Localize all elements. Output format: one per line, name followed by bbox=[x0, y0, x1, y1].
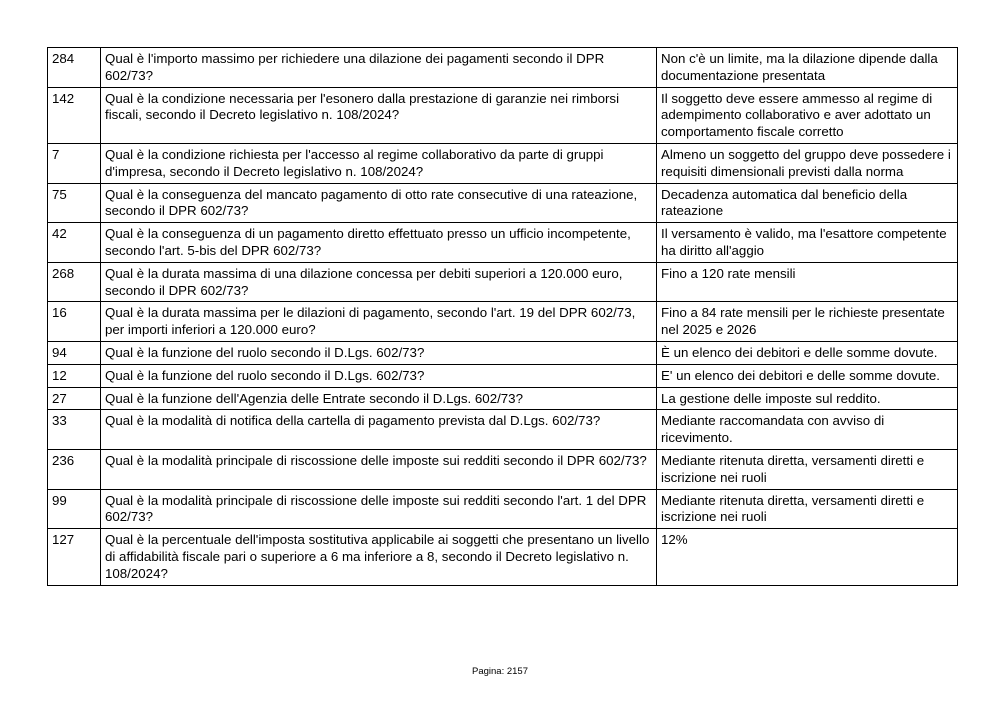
row-id: 42 bbox=[48, 223, 101, 263]
row-question: Qual è la modalità principale di riscossione delle imposte sui redditi secondo il DPR 602/73? bbox=[101, 449, 657, 489]
row-answer: Il versamento è valido, ma l'esattore competente ha diritto all'aggio bbox=[657, 223, 958, 263]
row-id: 94 bbox=[48, 341, 101, 364]
row-answer: E' un elenco dei debitori e delle somme dovute. bbox=[657, 364, 958, 387]
row-question: Qual è la condizione necessaria per l'esonero dalla prestazione di garanzie nei rimborsi fiscali, secondo il Decreto legislativo n. 108/2024? bbox=[101, 87, 657, 143]
row-id: 284 bbox=[48, 48, 101, 88]
row-question: Qual è la conseguenza di un pagamento diretto effettuato presso un ufficio incompetente, secondo l'art. 5-bis del DPR 602/73? bbox=[101, 223, 657, 263]
row-question: Qual è la conseguenza del mancato pagamento di otto rate consecutive di una rateazione, secondo il DPR 602/73? bbox=[101, 183, 657, 223]
row-id: 16 bbox=[48, 302, 101, 342]
table-row bbox=[48, 302, 958, 342]
row-question: Qual è l'importo massimo per richiedere una dilazione dei pagamenti secondo il DPR 602/73? bbox=[101, 48, 657, 88]
table-row bbox=[48, 387, 958, 410]
table-row bbox=[48, 364, 958, 387]
row-id: 127 bbox=[48, 529, 101, 585]
row-answer: Fino a 120 rate mensili bbox=[657, 262, 958, 302]
row-question: Qual è la funzione dell'Agenzia delle Entrate secondo il D.Lgs. 602/73? bbox=[101, 387, 657, 410]
row-answer: Il soggetto deve essere ammesso al regime di adempimento collaborativo e aver adottato un comportamento fiscale corretto bbox=[657, 87, 958, 143]
table-row bbox=[48, 143, 958, 183]
table-row bbox=[48, 410, 958, 450]
row-answer: La gestione delle imposte sul reddito. bbox=[657, 387, 958, 410]
row-id: 75 bbox=[48, 183, 101, 223]
row-answer: 12% bbox=[657, 529, 958, 585]
row-id: 142 bbox=[48, 87, 101, 143]
row-answer: Almeno un soggetto del gruppo deve possedere i requisiti dimensionali previsti dalla norma bbox=[657, 143, 958, 183]
row-id: 12 bbox=[48, 364, 101, 387]
row-answer: Non c'è un limite, ma la dilazione dipende dalla documentazione presentata bbox=[657, 48, 958, 88]
row-answer: È un elenco dei debitori e delle somme dovute. bbox=[657, 341, 958, 364]
row-answer: Mediante raccomandata con avviso di ricevimento. bbox=[657, 410, 958, 450]
row-question: Qual è la durata massima per le dilazioni di pagamento, secondo l'art. 19 del DPR 602/73, per importi inferiori a 120.000 euro? bbox=[101, 302, 657, 342]
table-row bbox=[48, 183, 958, 223]
row-question: Qual è la percentuale dell'imposta sostitutiva applicabile ai soggetti che presentano un livello di affidabilità fiscale pari o superiore a 6 ma inferiore a 8, secondo il Decreto legislativo n. 108/2024? bbox=[101, 529, 657, 585]
table-row bbox=[48, 48, 958, 88]
row-question: Qual è la condizione richiesta per l'accesso al regime collaborativo da parte di gruppi d'impresa, secondo il Decreto legislativo n. 108/2024? bbox=[101, 143, 657, 183]
row-question: Qual è la durata massima di una dilazione concessa per debiti superiori a 120.000 euro, secondo il DPR 602/73? bbox=[101, 262, 657, 302]
row-answer: Decadenza automatica dal beneficio della rateazione bbox=[657, 183, 958, 223]
row-id: 268 bbox=[48, 262, 101, 302]
row-id: 99 bbox=[48, 489, 101, 529]
qa-table bbox=[47, 47, 958, 586]
table-row bbox=[48, 341, 958, 364]
row-id: 236 bbox=[48, 449, 101, 489]
row-question: Qual è la modalità di notifica della cartella di pagamento prevista dal D.Lgs. 602/73? bbox=[101, 410, 657, 450]
row-question: Qual è la modalità principale di riscossione delle imposte sui redditi secondo l'art. 1 del DPR 602/73? bbox=[101, 489, 657, 529]
row-id: 7 bbox=[48, 143, 101, 183]
row-answer: Mediante ritenuta diretta, versamenti diretti e iscrizione nei ruoli bbox=[657, 489, 958, 529]
row-id: 33 bbox=[48, 410, 101, 450]
row-question: Qual è la funzione del ruolo secondo il D.Lgs. 602/73? bbox=[101, 364, 657, 387]
table-row bbox=[48, 87, 958, 143]
row-id: 27 bbox=[48, 387, 101, 410]
table-row bbox=[48, 262, 958, 302]
row-question: Qual è la funzione del ruolo secondo il D.Lgs. 602/73? bbox=[101, 341, 657, 364]
table-row bbox=[48, 489, 958, 529]
table-row bbox=[48, 449, 958, 489]
row-answer: Mediante ritenuta diretta, versamenti diretti e iscrizione nei ruoli bbox=[657, 449, 958, 489]
table-row bbox=[48, 529, 958, 585]
row-answer: Fino a 84 rate mensili per le richieste presentate nel 2025 e 2026 bbox=[657, 302, 958, 342]
page-number: Pagina: 2157 bbox=[472, 666, 528, 677]
table-row bbox=[48, 223, 958, 263]
